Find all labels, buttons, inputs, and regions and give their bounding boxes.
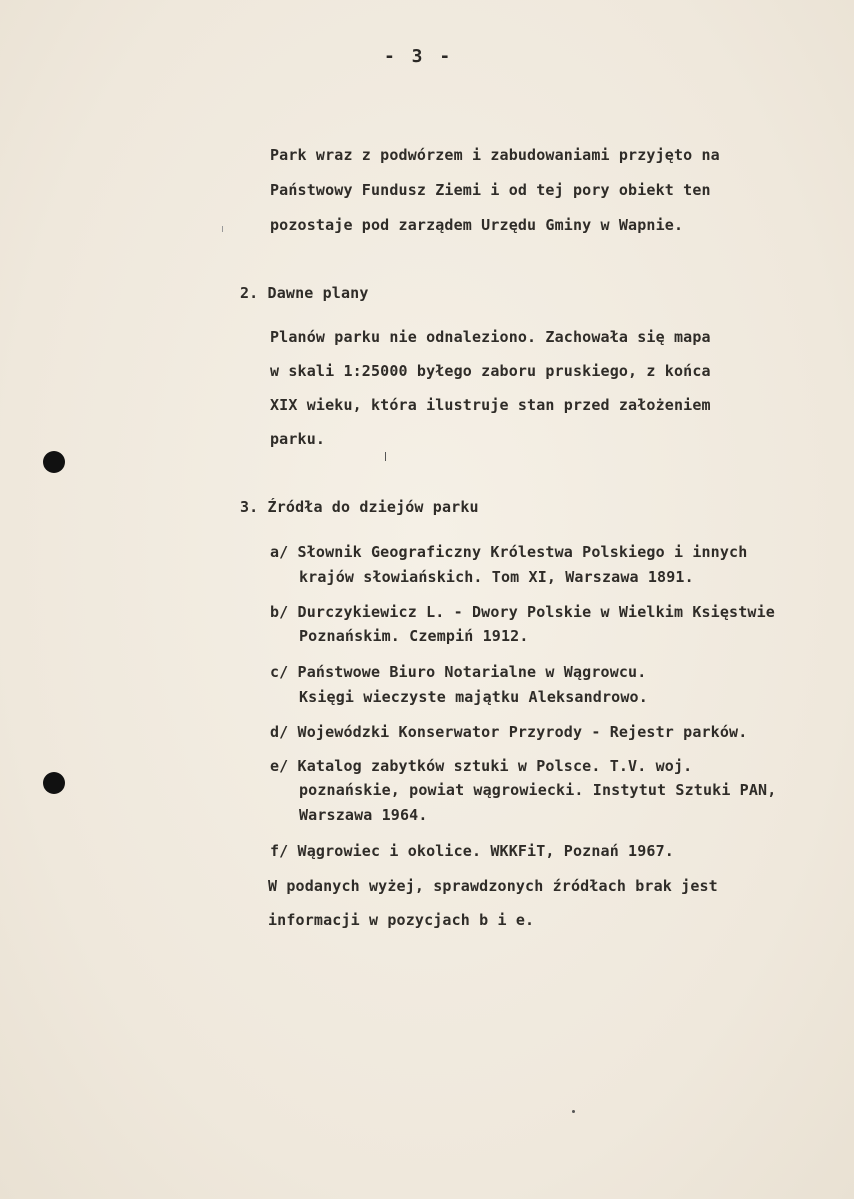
section-2-heading: 2. Dawne plany bbox=[240, 284, 369, 302]
section-2-line-1: Planów parku nie odnaleziono. Zachowała się mapa bbox=[270, 328, 711, 346]
closing-line-1: W podanych wyżej, sprawdzonych źródłach brak jest bbox=[268, 877, 718, 895]
source-e-line-1: e/ Katalog zabytków sztuki w Polsce. T.V. woj. bbox=[270, 757, 693, 775]
source-a-line-2: krajów słowiańskich. Tom XI, Warszawa 1891. bbox=[299, 568, 694, 586]
source-e-line-3: Warszawa 1964. bbox=[299, 806, 428, 824]
section-2-line-2: w skali 1:25000 byłego zaboru pruskiego, z końca bbox=[270, 362, 711, 380]
source-b-line-2: Poznańskim. Czempiń 1912. bbox=[299, 627, 529, 645]
intro-line-1: Park wraz z podwórzem i zabudowaniami przyjęto na bbox=[270, 146, 720, 164]
intro-line-3: pozostaje pod zarządem Urzędu Gminy w Wapnie. bbox=[270, 216, 684, 234]
source-c-line-1: c/ Państwowe Biuro Notarialne w Wągrowcu. bbox=[270, 663, 647, 681]
stray-mark-left bbox=[222, 226, 223, 232]
closing-line-2: informacji w pozycjach b i e. bbox=[268, 911, 535, 929]
punch-hole-lower bbox=[43, 772, 65, 794]
section-2-line-3: XIX wieku, która ilustruje stan przed założeniem bbox=[270, 396, 711, 414]
stray-dot bbox=[572, 1110, 575, 1113]
source-b-line-1: b/ Durczykiewicz L. - Dwory Polskie w Wielkim Księstwie bbox=[270, 603, 775, 621]
section-3-heading: 3. Źródła do dziejów parku bbox=[240, 498, 479, 516]
stray-mark bbox=[385, 452, 386, 461]
source-e-line-2: poznańskie, powiat wągrowiecki. Instytut Sztuki PAN, bbox=[299, 781, 777, 799]
page-number: - 3 - bbox=[384, 46, 454, 67]
source-f-line-1: f/ Wągrowiec i okolice. WKKFiT, Poznań 1967. bbox=[270, 842, 674, 860]
source-a-line-1: a/ Słownik Geograficzny Królestwa Polskiego i innych bbox=[270, 543, 748, 561]
section-2-line-4: parku. bbox=[270, 430, 326, 448]
source-c-line-2: Księgi wieczyste majątku Aleksandrowo. bbox=[299, 688, 648, 706]
source-d-line-1: d/ Wojewódzki Konserwator Przyrody - Rejestr parków. bbox=[270, 723, 748, 741]
intro-line-2: Państwowy Fundusz Ziemi i od tej pory obiekt ten bbox=[270, 181, 711, 199]
punch-hole-upper bbox=[43, 451, 65, 473]
